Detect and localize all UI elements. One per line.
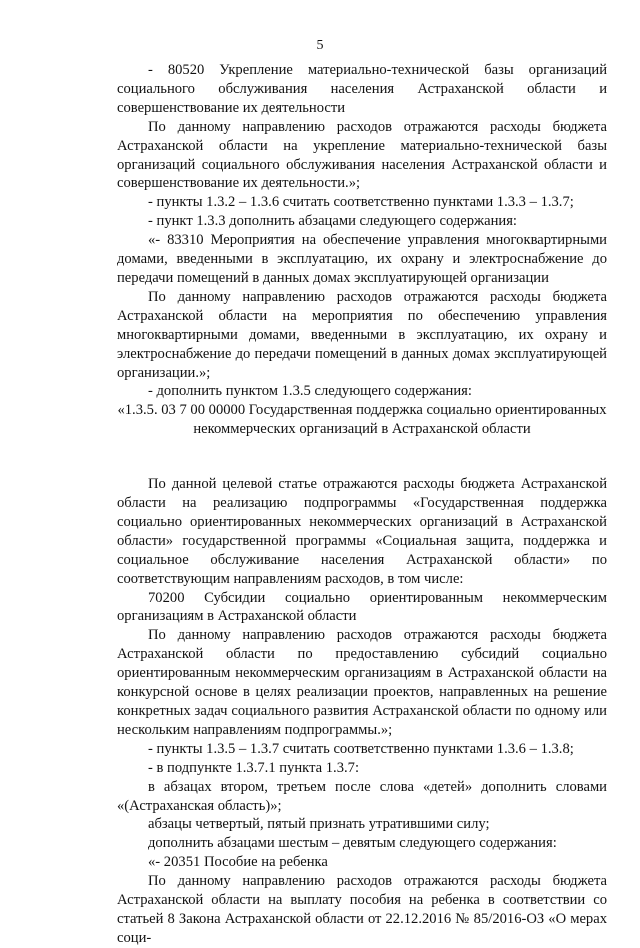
paragraph-supplement-six-nine: дополнить абзацами шестым – девятым следующего содержания: bbox=[148, 835, 557, 852]
paragraph-20351-heading: «- 20351 Пособие на ребенка bbox=[148, 854, 328, 871]
paragraph-invalidate: абзацы четвертый, пятый признать утратившими силу; bbox=[148, 816, 490, 833]
paragraph-70200-description: По данному направлению расходов отражаются расходы бюджета Астраханской области по предоставлению субсидий социально ориентированным некоммерческим организациям в Астраханской области на конкурсной основе в целях реализации проектов, направленных на решение конкретных задач социального развития Астраханской области по одному или нескольким направлениям подпрограммы.»; bbox=[117, 627, 607, 738]
document-body bbox=[117, 61, 607, 948]
paragraph-renumber-points-2: - пункты 1.3.5 – 1.3.7 считать соответственно пунктами 1.3.6 – 1.3.8; bbox=[148, 740, 574, 757]
paragraph-83310-description: По данному направлению расходов отражаются расходы бюджета Астраханской области на мероприятия по обеспечению управления многоквартирными домами, введенными в эксплуатацию, их охрану и электроснабжение до передачи помещений в данных домах эксплуатирующей организации.»; bbox=[117, 288, 607, 381]
paragraph-renumber-points: - пункты 1.3.2 – 1.3.6 считать соответственно пунктами 1.3.3 – 1.3.7; bbox=[148, 194, 574, 211]
section-heading-1-3-5: «1.3.5. 03 7 00 00000 Государственная поддержка социально ориентированных некоммерческих организаций в Астраханской области bbox=[117, 402, 607, 438]
paragraph-70200-heading: 70200 Субсидии социально ориентированным некоммерческим организациям в Астраханской области bbox=[117, 589, 607, 625]
paragraph-target-article: По данной целевой статье отражаются расходы бюджета Астраханской области на реализацию подпрограммы «Государственная поддержка социально ориентированных некоммерческих организаций в Астраханской области» государственной программы «Социальная защита, поддержка и социальное обслуживание населения Астраханской области» по соответствующим направлениям расходов, в том числе: bbox=[117, 476, 607, 587]
page-number: 5 bbox=[316, 38, 324, 53]
paragraph-80520-description: По данному направлению расходов отражаются расходы бюджета Астраханской области на укрепление материально-технической базы организаций социального обслуживания населения Астраханской области и совершенствование их деятельности.»; bbox=[117, 118, 607, 192]
paragraph-supplement-1-3-3: - пункт 1.3.3 дополнить абзацами следующего содержания: bbox=[148, 213, 517, 230]
paragraph-80520-heading: - 80520 Укрепление материально-технической базы организаций социального обслуживания населения Астраханской области и совершенствование их деятельности bbox=[117, 62, 607, 116]
paragraph-add-1-3-5: - дополнить пунктом 1.3.5 следующего содержания: bbox=[148, 383, 472, 400]
paragraph-83310-heading: «- 83310 Мероприятия на обеспечение управления многоквартирными домами, введенными в эксплуатацию, их охрану и электроснабжение до передачи помещений в данных домах эксплуатирующей организации bbox=[117, 232, 607, 286]
paragraph-subpoint-1-3-7-1: - в подпункте 1.3.7.1 пункта 1.3.7: bbox=[148, 759, 359, 776]
paragraph-20351-description: По данному направлению расходов отражаются расходы бюджета Астраханской области на выплату пособия на ребенка в соответствии со статьей 8 Закона Астраханской области от 22.12.2016 № 85/2016-ОЗ «О мерах соци- bbox=[117, 873, 607, 946]
paragraph-paragraphs-two-three: в абзацах втором, третьем после слова «детей» дополнить словами «(Астраханская область)»; bbox=[117, 778, 607, 814]
